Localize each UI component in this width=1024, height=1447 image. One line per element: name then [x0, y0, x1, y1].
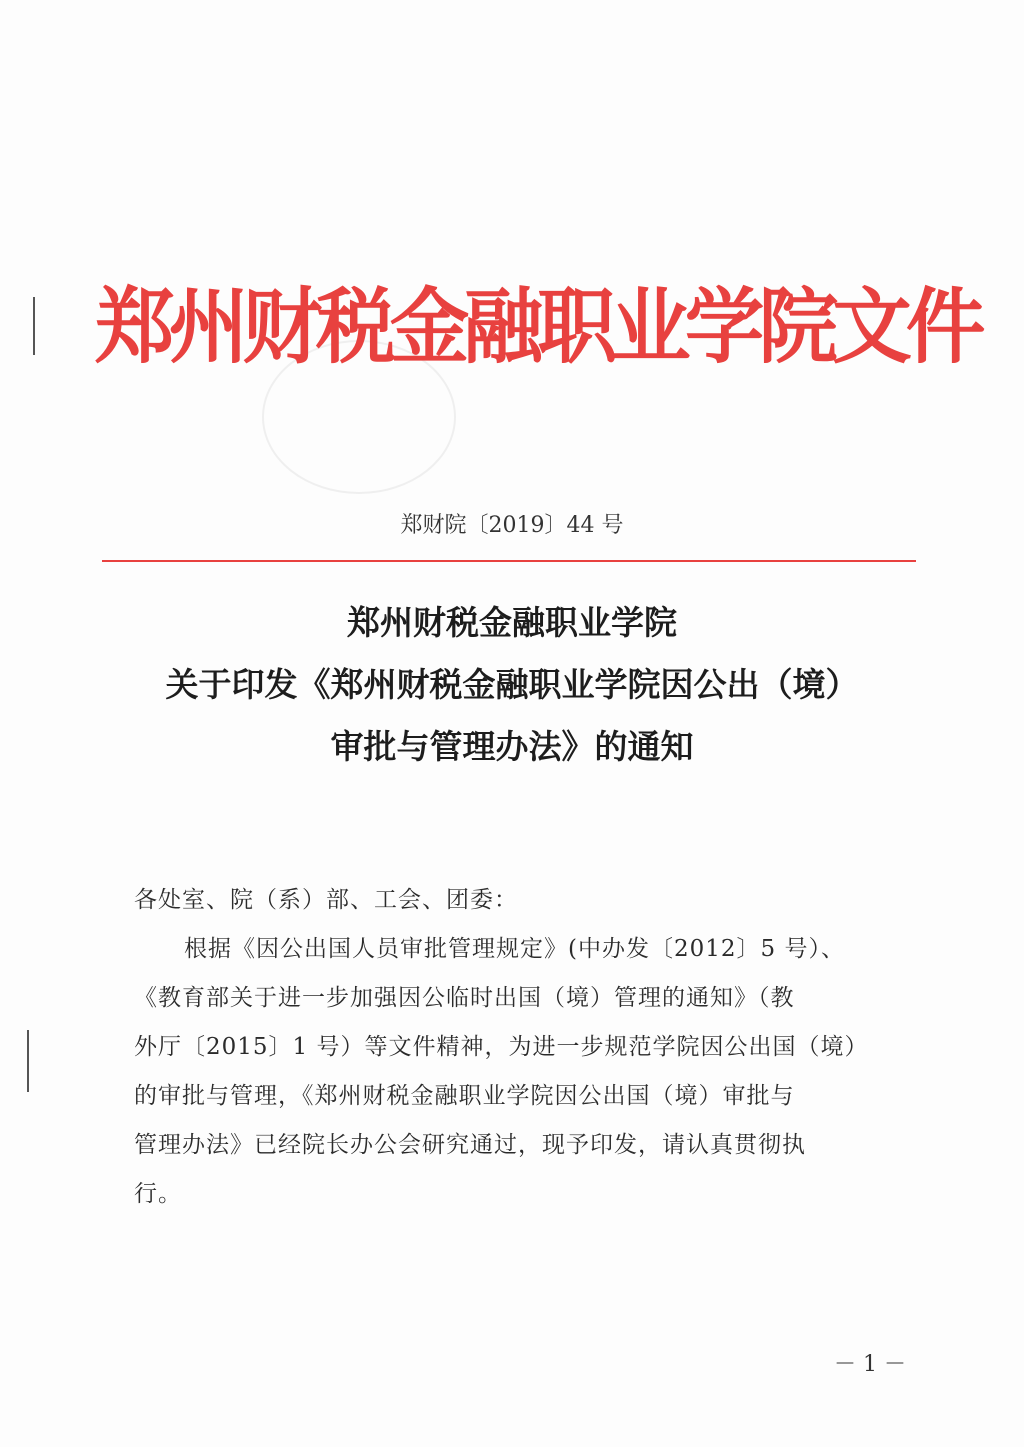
red-divider-line [102, 560, 916, 562]
binding-mark [33, 297, 35, 355]
notice-title [100, 592, 924, 778]
issuer-header-title: 郑州财税金融职业学院文件 [95, 280, 980, 375]
binding-mark [27, 1030, 29, 1092]
body-line-6: 行。 [134, 1181, 182, 1207]
notice-body [134, 876, 904, 1219]
title-line-1: 郑州财税金融职业学院 [347, 603, 677, 642]
page-number: － 1 － [834, 1352, 906, 1377]
title-line-2: 关于印发《郑州财税金融职业学院因公出（境） [165, 665, 859, 704]
body-line-4: 的审批与管理，《郑州财税金融职业学院因公出国（境）审批与 [134, 1083, 795, 1109]
body-line-5: 管理办法》已经院长办公会研究通过，现予印发，请认真贯彻执 [134, 1132, 806, 1158]
body-line-3: 外厅〔2015〕1 号）等文件精神，为进一步规范学院因公出国（境） [134, 1034, 869, 1060]
body-line-2: 《教育部关于进一步加强因公临时出国（境）管理的通知》（教 [134, 985, 795, 1011]
title-line-3: 审批与管理办法》的通知 [330, 727, 694, 766]
body-line-1: 根据《因公出国人员审批管理规定》(中办发〔2012〕5 号）、 [184, 936, 845, 962]
document-number: 郑财院〔2019〕44 号 [400, 513, 624, 538]
salutation: 各处室、院（系）部、工会、团委： [134, 887, 518, 913]
